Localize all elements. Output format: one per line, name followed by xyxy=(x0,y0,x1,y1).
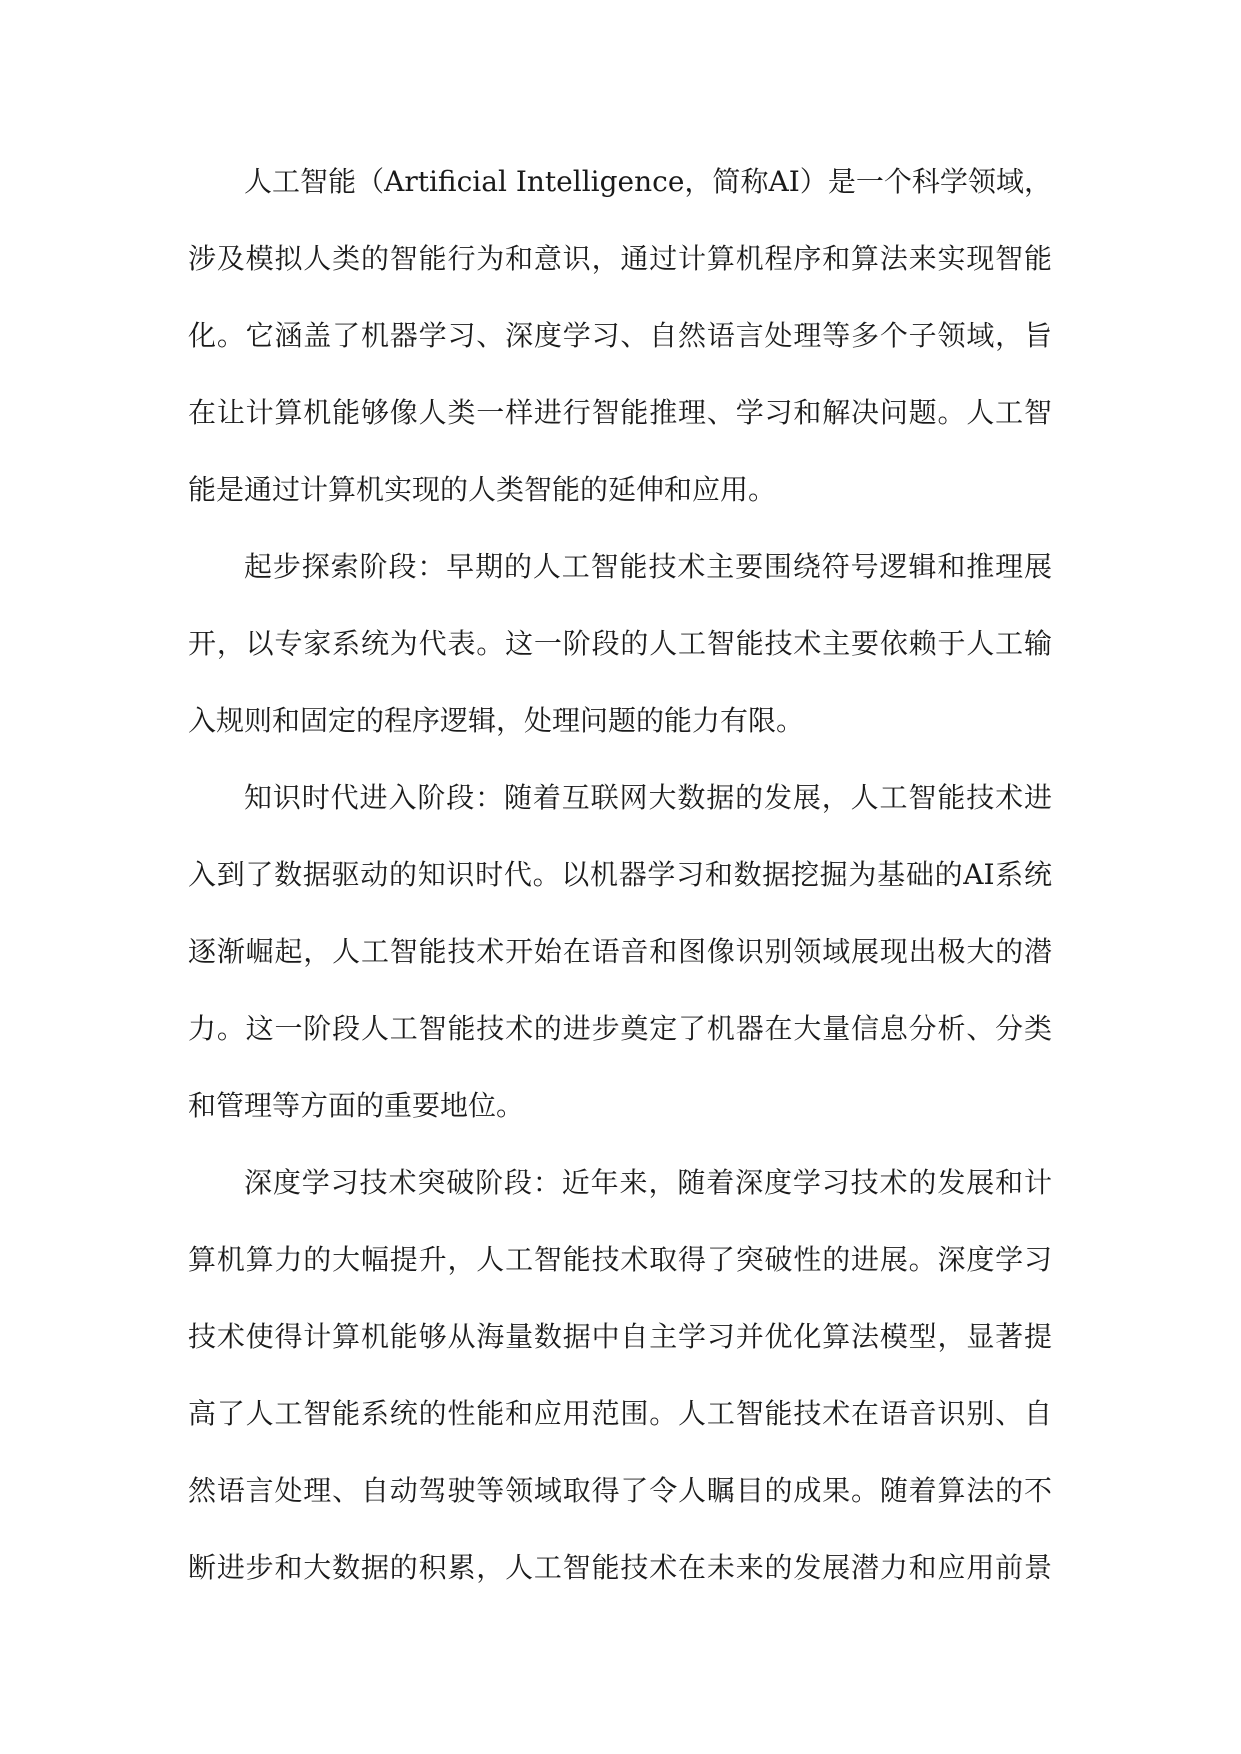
paragraph-knowledge-era: 知识时代进入阶段：随着互联网大数据的发展，人工智能技术进入到了数据驱动的知识时代。以机器学习和数据挖掘为基础的AI系统逐渐崛起，人工智能技术开始在语音和图像识别领域展现出极大的潜力。这一阶段人工智能技术的进步奠定了机器在大量信息分析、分类和管理等方面的重要地位。 xyxy=(188,781,1052,1122)
paragraph-ai-definition: 人工智能（Artificial Intelligence，简称AI）是一个科学领域，涉及模拟人类的智能行为和意识，通过计算机程序和算法来实现智能化。它涵盖了机器学习、深度学习、自然语言处理等多个子领域，旨在让计算机能够像人类一样进行智能推理、学习和解决问题。人工智能是通过计算机实现的人类智能的延伸和应用。 xyxy=(188,165,1052,506)
paragraph-early-exploration: 起步探索阶段：早期的人工智能技术主要围绕符号逻辑和推理展开，以专家系统为代表。这一阶段的人工智能技术主要依赖于人工输入规则和固定的程序逻辑，处理问题的能力有限。 xyxy=(188,550,1052,737)
document-body xyxy=(188,143,1052,1606)
paragraph-deep-learning: 深度学习技术突破阶段：近年来，随着深度学习技术的发展和计算机算力的大幅提升，人工智能技术取得了突破性的进展。深度学习技术使得计算机能够从海量数据中自主学习并优化算法模型，显著提高了人工智能系统的性能和应用范围。人工智能技术在语音识别、自然语言处理、自动驾驶等领域取得了令人瞩目的成果。随着算法的不断进步和大数据的积累，人工智能技术在未来的发展潜力和应用前景 xyxy=(188,1166,1052,1584)
